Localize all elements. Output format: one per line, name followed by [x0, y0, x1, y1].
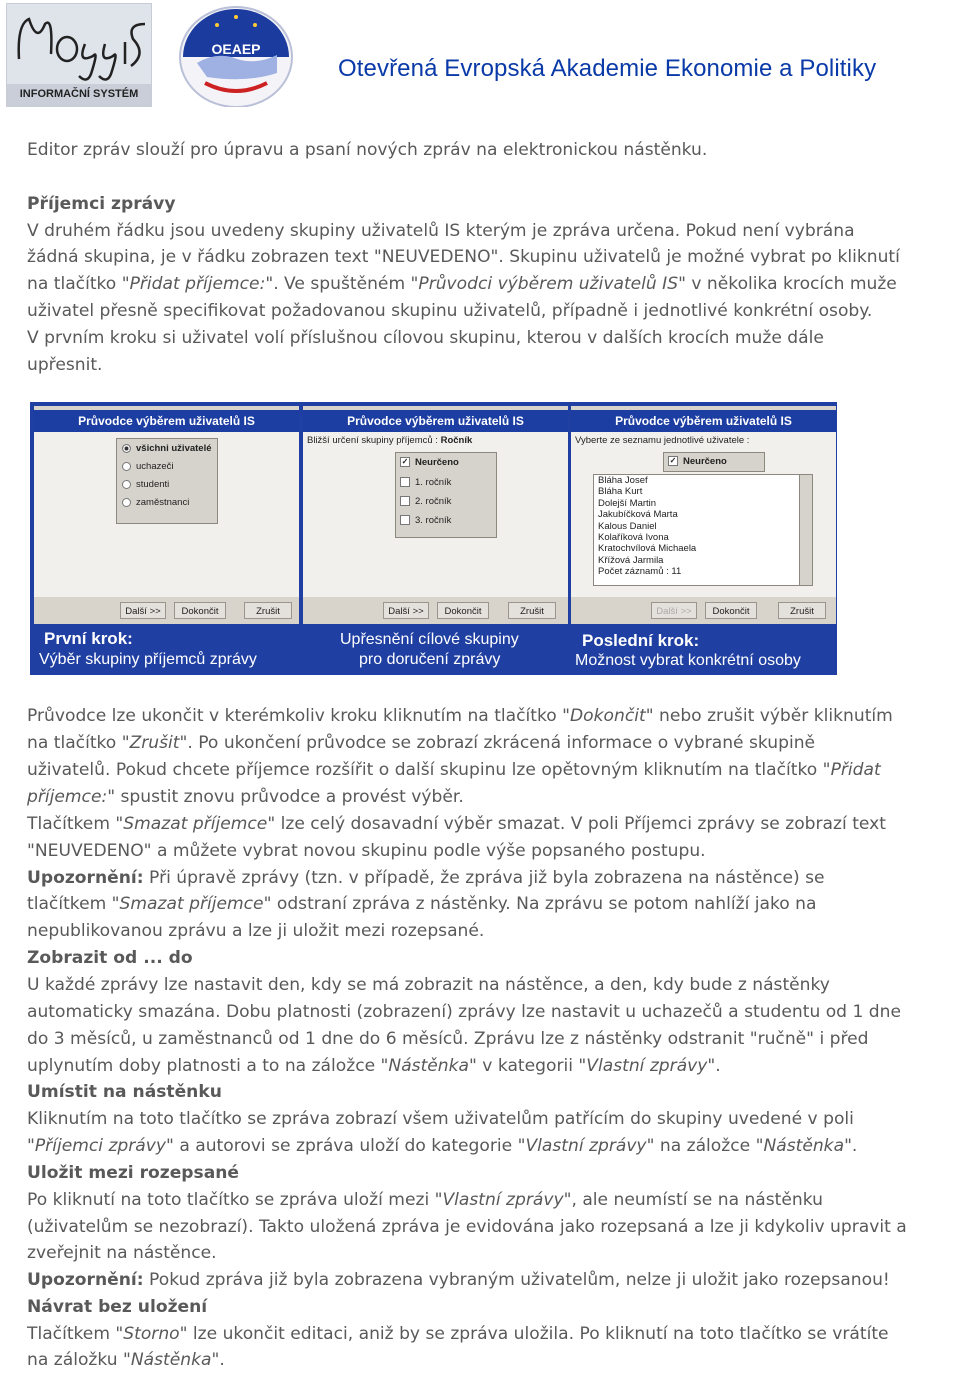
recipients-line: upřesnit. — [27, 355, 103, 375]
step1-caption: Výběr skupiny příjemců zprávy — [39, 651, 257, 668]
moggis-logo — [6, 3, 152, 107]
wizard-panel-step3 — [571, 406, 836, 624]
list-item[interactable]: Kalous Daniel — [598, 520, 657, 532]
step1-caption-title: První krok: — [44, 629, 133, 648]
list-item[interactable]: Kratochvílová Michaela — [598, 543, 697, 555]
list-item[interactable]: Jakubíčková Marta — [598, 509, 678, 521]
list-item[interactable]: Křížová Jarmila — [598, 554, 664, 566]
body-line: příjemce:" spustit znovu průvodce a provést výběr. — [27, 787, 464, 807]
panel-title: Průvodce výběrem uživatelů IS — [571, 410, 836, 432]
body-line: na tlačítko "Zrušit". Po ukončení průvodce se zobrazí zkrácená informace o vybrané skupině — [27, 733, 816, 753]
section-heading-return: Návrat bez uložení — [27, 1297, 208, 1317]
section-heading-display: Zobrazit od ... do — [27, 948, 193, 968]
page-header — [0, 0, 960, 110]
body-line: automaticky smazána. Dobu platnosti (zobrazení) zprávy lze nastavit u uchazečů a studentu od 1 dne — [27, 1002, 901, 1022]
step2-caption: Upřesnění cílové skupiny — [340, 631, 519, 648]
oeaep-logo — [177, 3, 295, 107]
section-heading-publish: Umístit na nástěnku — [27, 1082, 222, 1102]
body-line: zveřejnit na nástěnce. — [27, 1243, 217, 1263]
recipients-line: uživatel přesně specifikovat požadovanou skupinu uživatelů, případně i jednotlivé konkrétní osoby. — [27, 301, 873, 321]
list-item[interactable]: Dolejší Martin — [598, 497, 657, 509]
listbox-scrollbar[interactable] — [799, 475, 812, 585]
radio-option[interactable]: uchazeči — [122, 461, 174, 472]
body-line: Upozornění: Při úpravě zprávy (tzn. v případě, že zpráva již byla zobrazena na nástěnce) se — [27, 868, 825, 888]
body-line: Kliknutím na toto tlačítko se zpráva zobrazí všem uživatelům patřícím do skupiny uvedené v poli — [27, 1109, 854, 1129]
checkbox-icon — [400, 496, 410, 506]
panel-subtitle: Bližší určení skupiny příjemců : Ročník — [307, 435, 473, 446]
body-line: Tlačítkem "Storno" lze ukončit editaci, aniž by se zpráva uložila. Po kliknutí na toto tlačítko se vrátíte — [27, 1324, 889, 1344]
radio-option[interactable]: všichni uživatelé — [122, 443, 212, 454]
panel-title: Průvodce výběrem uživatelů IS — [303, 410, 568, 432]
step3-caption: Možnost vybrat konkrétní osoby — [575, 652, 801, 669]
checkbox-option[interactable]: 1. ročník — [400, 477, 451, 488]
list-item[interactable]: Bláha Kurt — [598, 486, 643, 498]
checkbox-checked-icon: ✓ — [401, 457, 409, 467]
radio-icon — [122, 462, 131, 471]
finish-button[interactable]: Dokončit — [174, 602, 226, 619]
recipients-line: V druhém řádku jsou uvedeny skupiny uživatelů IS kterým je zpráva určena. Pokud není vybrána — [27, 221, 855, 241]
panel-subtitle: Vyberte ze seznamu jednotlivé uživatele : — [575, 435, 750, 446]
site-title: Otevřená Evropská Akademie Ekonomie a Politiky — [338, 55, 877, 82]
cancel-button[interactable]: Zrušit — [778, 602, 826, 619]
body-line: uplynutím doby platnosti a to na záložce "Nástěnka" v kategorii "Vlastní zprávy". — [27, 1056, 721, 1076]
next-button[interactable]: Další >> — [120, 602, 166, 619]
next-button[interactable]: Další >> — [651, 602, 697, 619]
record-count: Počet záznamů : 11 — [598, 566, 682, 578]
step2-caption: pro doručení zprávy — [359, 651, 501, 668]
cancel-button[interactable]: Zrušit — [244, 602, 292, 619]
checkbox-icon — [400, 515, 410, 525]
wizard-screenshot — [30, 402, 837, 675]
radio-selected-icon — [122, 444, 131, 453]
body-line: Upozornění: Pokud zpráva již byla zobrazena vybraným uživatelům, nelze ji uložit jako rozepsanou! — [27, 1270, 890, 1290]
recipients-line: žádná skupina, je v řádku zobrazen text "NEUVEDENO". Skupinu uživatelů je možné vybrat po kliknutí — [27, 247, 900, 267]
radio-icon — [122, 480, 131, 489]
body-line: Po kliknutí na toto tlačítko se zpráva uloží mezi "Vlastní zprávy", ale neumístí se na nástěnku — [27, 1190, 823, 1210]
checkbox-icon — [400, 477, 410, 487]
finish-button[interactable]: Dokončit — [705, 602, 757, 619]
checkbox-option[interactable]: ✓ Neurčeno — [401, 457, 459, 468]
recipients-line: V prvním kroku si uživatel volí příslušnou cílovou skupinu, kterou v dalších krocích muže dále — [27, 328, 824, 348]
body-line: "Příjemci zprávy" a autorovi se zpráva uloží do kategorie "Vlastní zprávy" na záložce "Nástěnka". — [27, 1136, 858, 1156]
body-line: (uživatelům se nezobrazí). Takto uložená zpráva je evidována jako rozepsaná a lze ji kdykoliv upravit a — [27, 1217, 907, 1237]
moggis-logo-subtitle: INFORMAČNÍ SYSTÉM — [19, 88, 139, 100]
checkbox-option[interactable]: ✓ Neurčeno — [669, 456, 727, 467]
oeaep-logo-text: OEAEP — [211, 41, 261, 57]
body-line: na záložku "Nástěnka". — [27, 1350, 225, 1370]
intro-text: Editor zpráv slouží pro úpravu a psaní nových zpráv na elektronickou nástěnku. — [27, 140, 708, 160]
body-line: tlačítkem "Smazat příjemce" odstraní zpráva z nástěnky. Na zprávu se potom nahlíží jako na — [27, 894, 817, 914]
step3-caption-title: Poslední krok: — [582, 631, 700, 650]
radio-option[interactable]: studenti — [122, 479, 169, 490]
checkbox-option[interactable]: 2. ročník — [400, 496, 451, 507]
wizard-panel-step2 — [303, 406, 568, 624]
radio-option[interactable]: zaměstnanci — [122, 497, 189, 508]
next-button[interactable]: Další >> — [383, 602, 429, 619]
recipients-line: na tlačítko "Přidat příjemce:". Ve spuštěném "Průvodci výběrem uživatelů IS" v několika krocích muže — [27, 274, 897, 294]
body-line: Tlačítkem "Smazat příjemce" lze celý dosavadní výběr smazat. V poli Příjemci zprávy se zobrazí text — [27, 814, 886, 834]
body-line: "NEUVEDENO" a můžete vybrat novou skupinu podle výše popsaného postupu. — [27, 841, 706, 861]
finish-button[interactable]: Dokončit — [437, 602, 489, 619]
radio-icon — [122, 498, 131, 507]
body-line: uživatelů. Pokud chcete příjemce rozšířit o další skupinu lze opětovným kliknutím na tlačítko "Přidat — [27, 760, 881, 780]
users-listbox[interactable] — [593, 474, 813, 586]
section-heading-draft: Uložit mezi rozepsané — [27, 1163, 240, 1183]
cancel-button[interactable]: Zrušit — [508, 602, 556, 619]
panel-title: Průvodce výběrem uživatelů IS — [34, 410, 299, 432]
body-line: Průvodce lze ukončit v kterémkoliv kroku kliknutím na tlačítko "Dokončit" nebo zrušit výběr kliknutím — [27, 706, 893, 726]
list-item[interactable]: Kolaříková Ivona — [598, 532, 669, 544]
checkbox-option[interactable]: 3. ročník — [400, 515, 451, 526]
body-line: do 3 měsíců, u zaměstnanců od 1 dne do 6 měsíců. Zprávu lze z nástěnky odstranit "ručně" i před — [27, 1029, 869, 1049]
checkbox-checked-icon: ✓ — [669, 456, 677, 466]
list-item[interactable]: Bláha Josef — [598, 475, 648, 486]
body-line: U každé zprávy lze nastavit den, kdy se má zobrazit na nástěnce, a den, kdy bude z nástěnky — [27, 975, 830, 995]
recipients-heading: Příjemci zprávy — [27, 194, 176, 214]
wizard-panel-step1 — [34, 406, 299, 624]
body-line: nepublikovanou zprávu a lze ji uložit mezi rozepsané. — [27, 921, 485, 941]
